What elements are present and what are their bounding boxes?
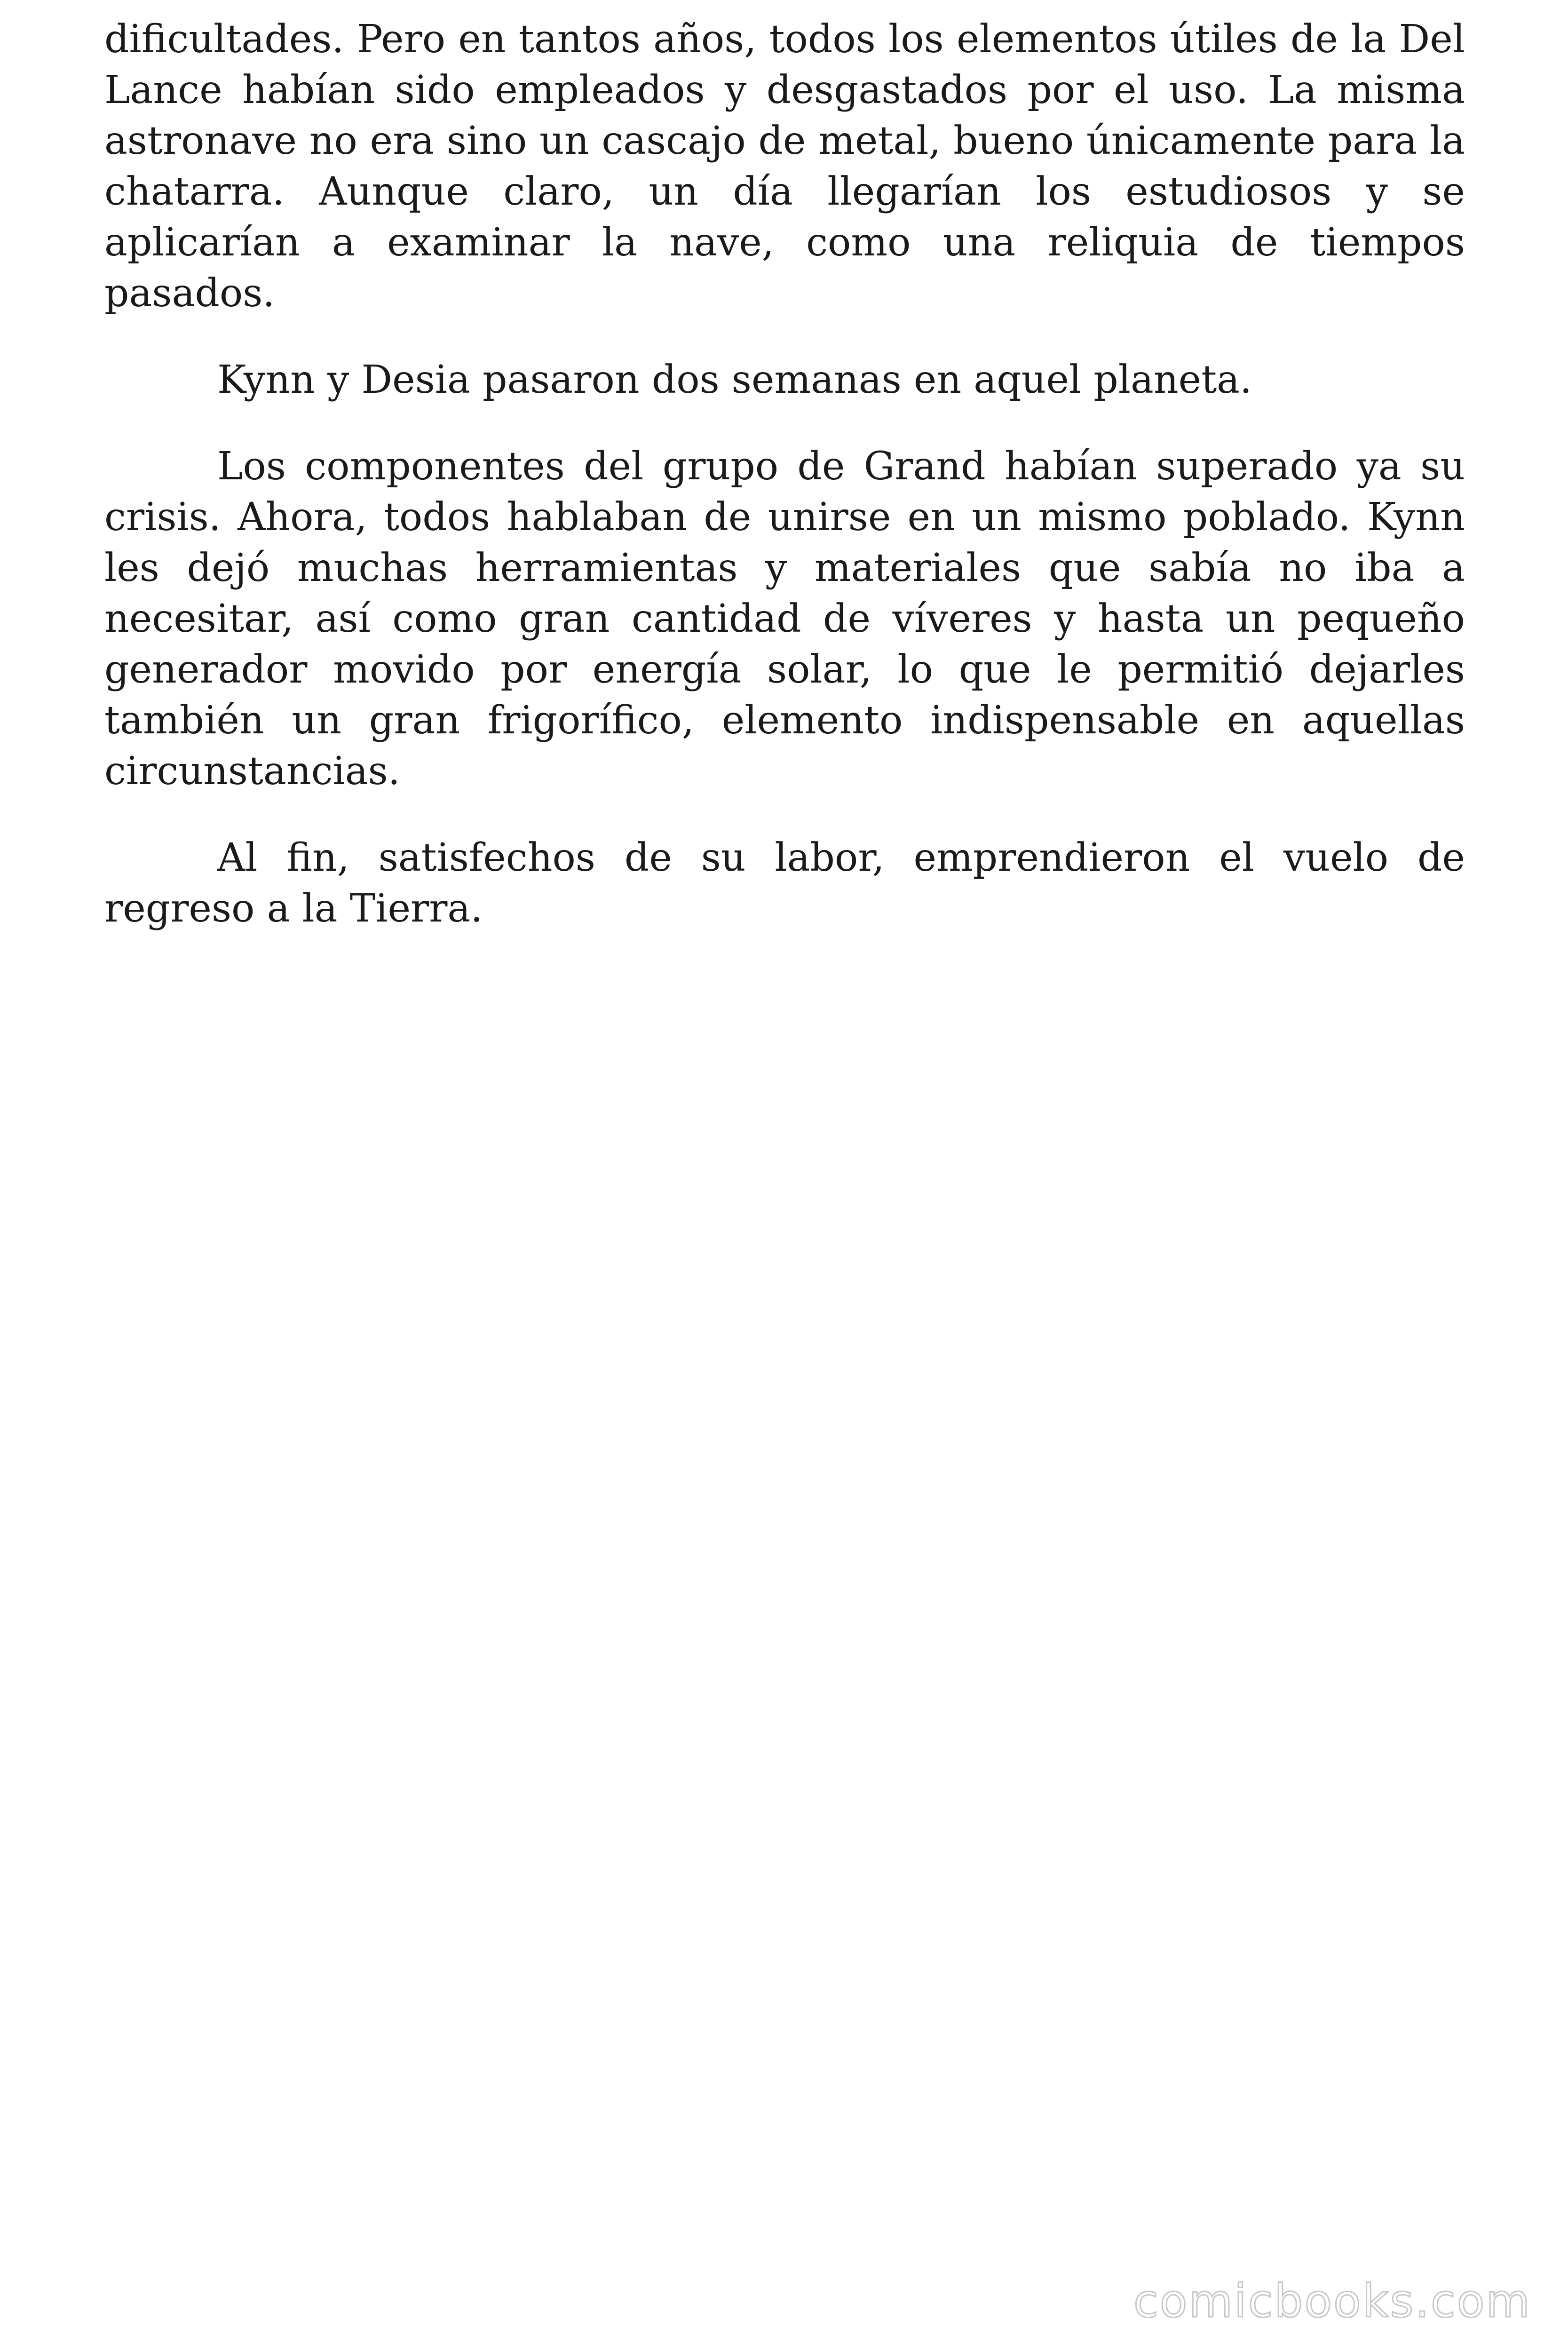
watermark: comicbooks.com xyxy=(1133,2275,1531,2328)
paragraph-4: Al fin, satisfechos de su labor, emprendieron el vuelo de regreso a la Tierra. xyxy=(104,835,1465,931)
paragraph-1: dificultades. Pero en tantos años, todos los elementos útiles de la Del Lance habían sido empleados y desgastados por el uso. La misma astronave no era sino un cascajo de metal, bueno únicamente para la chatarra. Aunque claro, un día llegarían los estudiosos y se aplicarían a examinar la nave, como una reliquia de tiempos pasados. xyxy=(104,17,1465,316)
document-page xyxy=(104,14,1465,970)
paragraph-3: Los componentes del grupo de Grand habían superado ya su crisis. Ahora, todos hablaban de unirse en un mismo poblado. Kynn les dejó muchas herramientas y materiales que sabía no iba a necesitar, así como gran cantidad de víveres y hasta un pequeño generador movido por energía solar, lo que le permitió dejarles también un gran frigorífico, elemento indispensable en aquellas circunstancias. xyxy=(104,444,1465,794)
paragraph-2: Kynn y Desia pasaron dos semanas en aquel planeta. xyxy=(217,358,1252,402)
